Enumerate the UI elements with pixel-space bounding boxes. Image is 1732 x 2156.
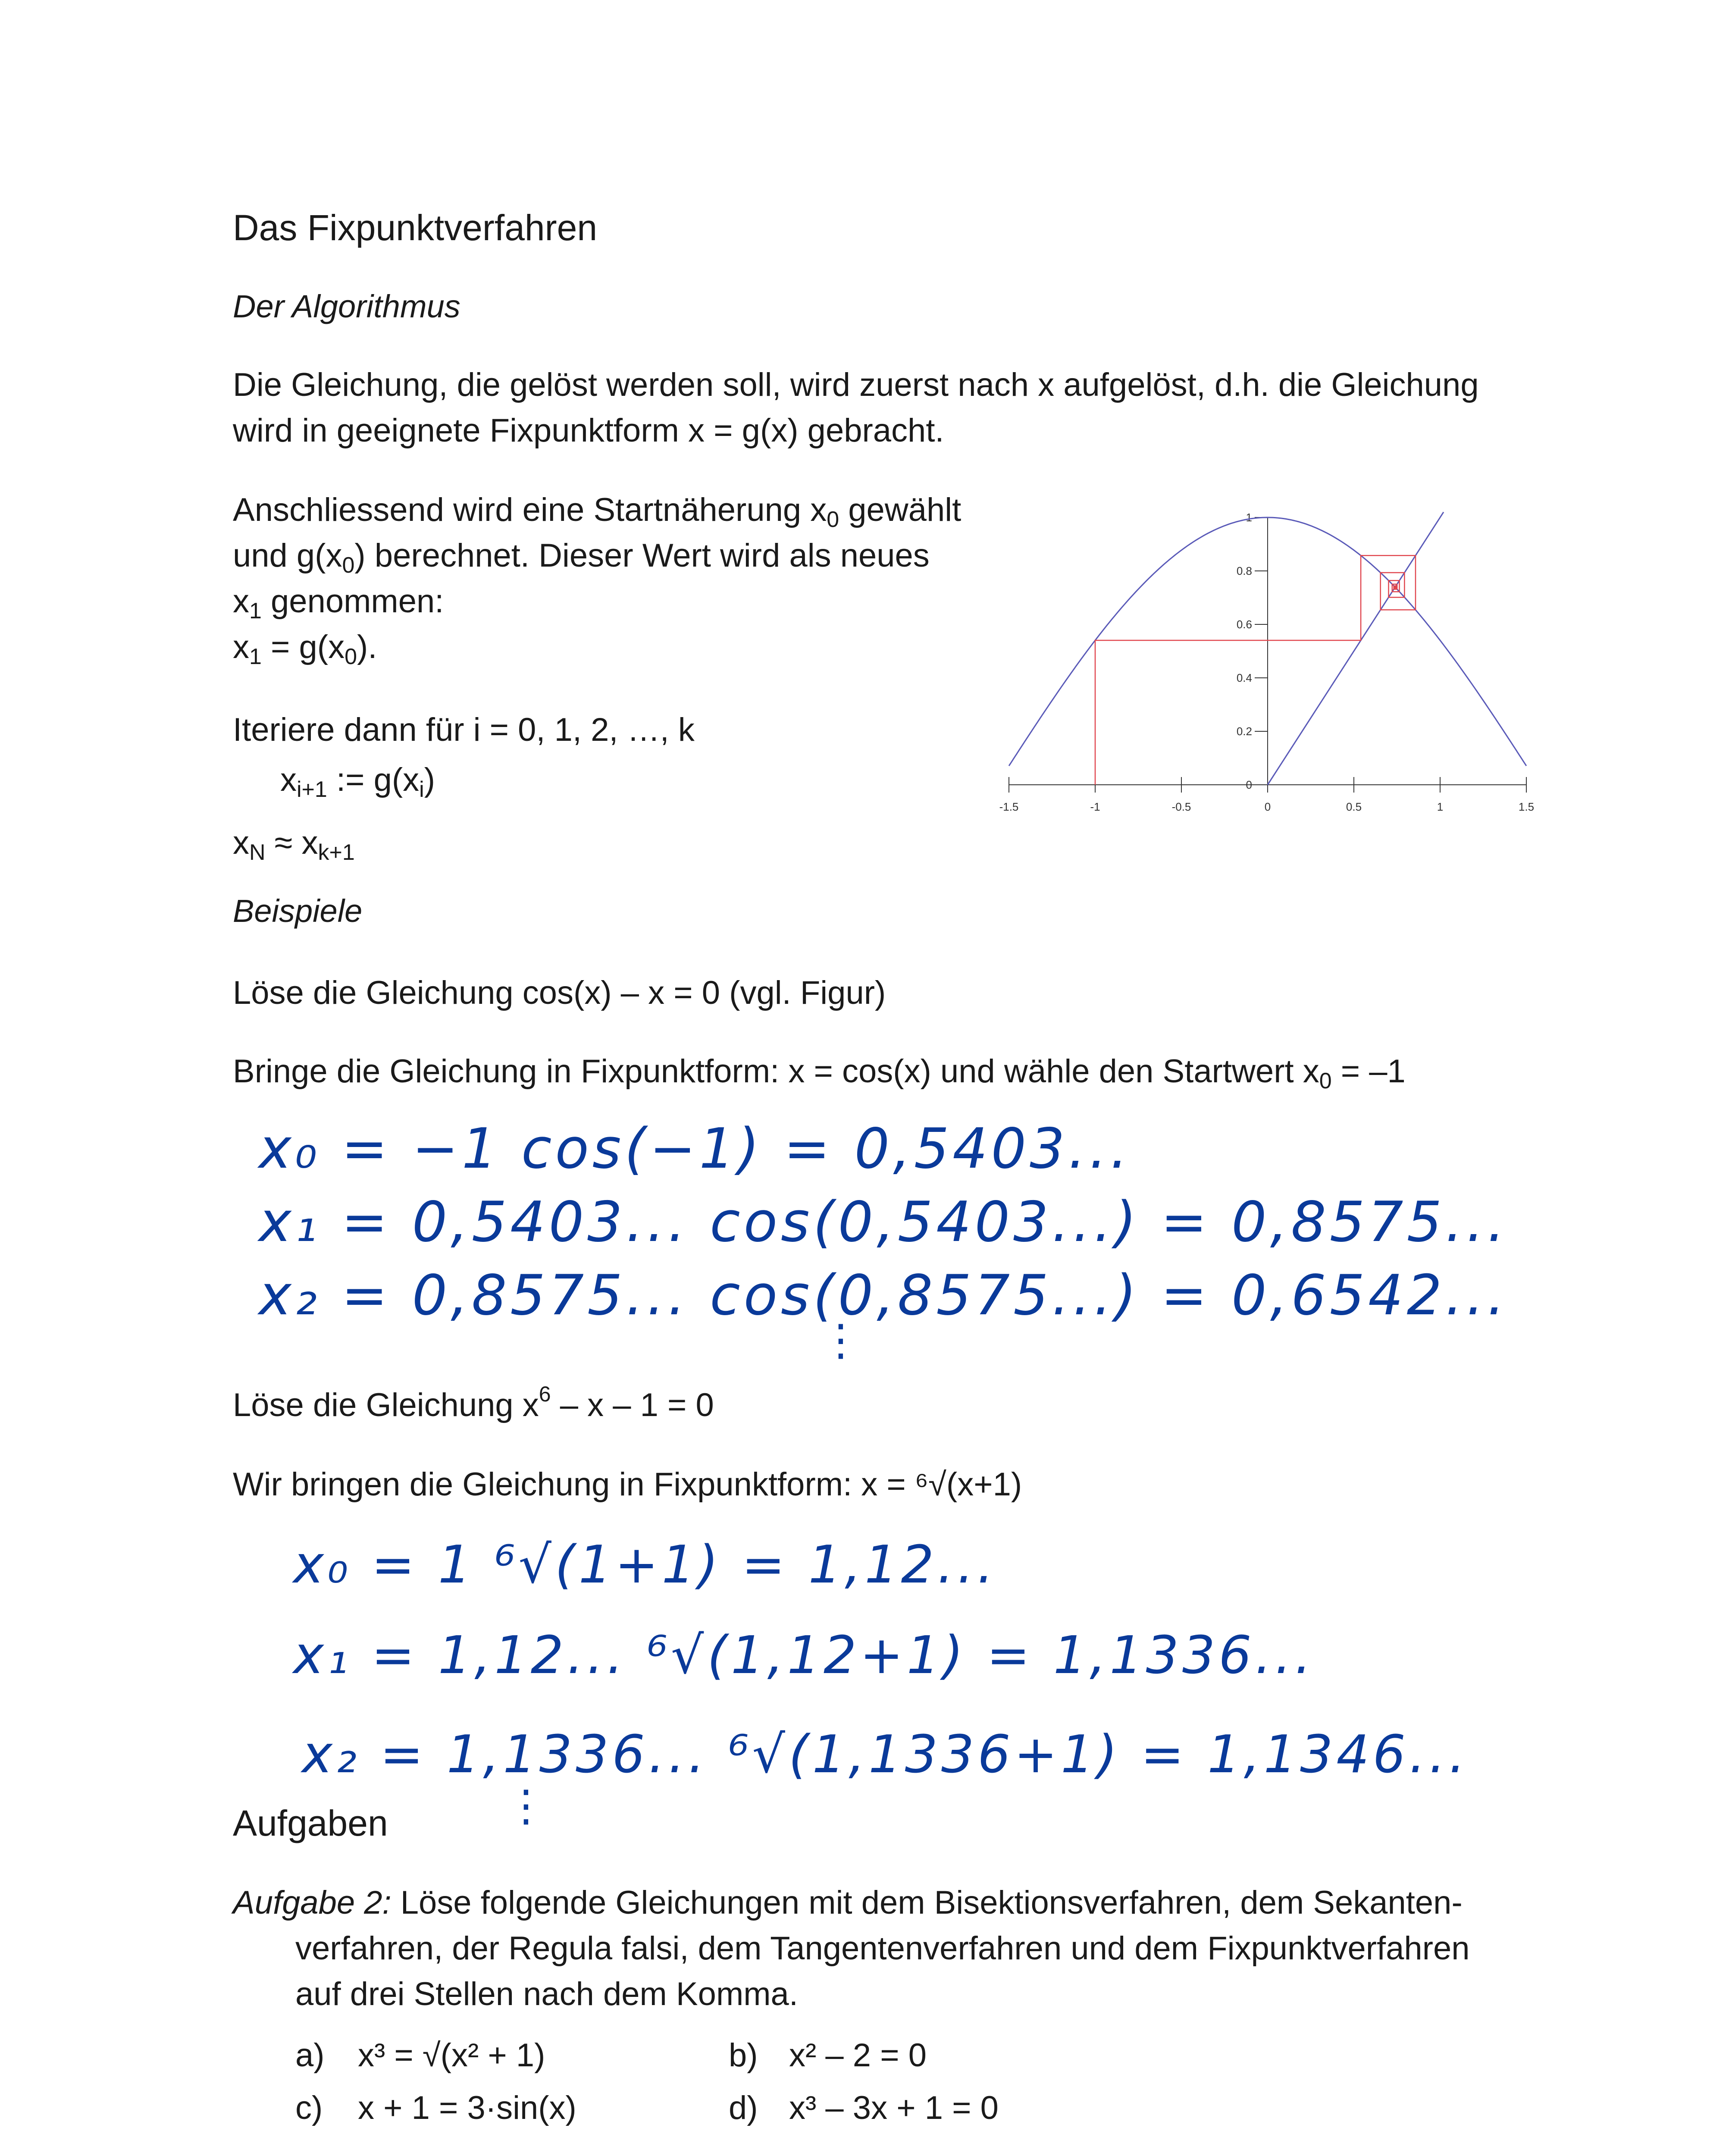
task-2-a-expr: x³ = √(x² + 1) [358, 2037, 545, 2074]
section-title: Das Fixpunktverfahren [233, 207, 598, 248]
task-2-c-expr: x + 1 = 3·sin(x) [358, 2090, 576, 2126]
example-2-fixpoint-form: Wir bringen die Gleichung in Fixpunktform: x = ⁶√(x+1) [233, 1466, 1022, 1503]
task-2-c-label: c) [295, 2090, 323, 2126]
task-2-b-label: b) [729, 2037, 758, 2074]
y-tick-label: 0.8 [1236, 564, 1252, 577]
tasks-heading: Aufgaben [233, 1803, 388, 1843]
step-line-3: $x_1$ genommen: [233, 583, 444, 624]
iterate-line: Iteriere dann für i = 0, 1, 2, …, k [233, 711, 695, 748]
task-2-a-label: a) [295, 2037, 325, 2074]
x-tick-label: 1.5 [1518, 800, 1535, 813]
examples-heading: Beispiele [233, 893, 363, 929]
example-1-fixpoint-form: Bringe die Gleichung in Fixpunktform: x = cos(x) und wähle den Startwert $x_0 = -1$ [233, 1053, 1406, 1094]
y-tick-label: 1 [1246, 511, 1252, 524]
example-2-task: Löse die Gleichung $x^6 - x - 1 = 0$ [233, 1382, 714, 1423]
task-2-line-2: verfahren, der Regula falsi, dem Tangentenverfahren und dem Fixpunktverfahren [295, 1930, 1470, 1967]
cobweb-path [1095, 555, 1416, 785]
step-line-4: $x_1 = g(x_0)$. [233, 629, 377, 669]
handwriting-ex1-line-3: x₂ = 0,8575... cos(0,8575...) = 0,6542... [259, 1263, 1509, 1328]
x-tick-label: 1 [1437, 800, 1444, 813]
x-tick-label: 0 [1264, 800, 1271, 813]
example-1-task: Löse die Gleichung cos(x) – x = 0 (vgl. Figur) [233, 975, 886, 1011]
handwriting-ex2-dots: ⋮ [504, 1780, 548, 1831]
x-tick-label: -1.5 [999, 800, 1019, 813]
x-tick-label: -0.5 [1171, 800, 1191, 813]
x-tick-label: -1 [1090, 800, 1100, 813]
handwriting-ex2-line-1: x₀ = 1 ⁶√(1+1) = 1,12... [293, 1535, 997, 1595]
iterate-formula: $x_{i+1}$ := $g(x_i)$ [280, 761, 435, 802]
identity-line [1268, 512, 1444, 785]
x-tick-label: 0.5 [1346, 800, 1362, 813]
task-2-line-1: Aufgabe 2: Löse folgende Gleichungen mit dem Bisektionsverfahren, dem Sekanten- [233, 1884, 1463, 1921]
intro-line-1: Die Gleichung, die gelöst werden soll, wird zuerst nach x aufgelöst, d.h. die Gleichung [233, 367, 1479, 403]
task-2-line-3: auf drei Stellen nach dem Komma. [295, 1976, 798, 2012]
approx-line: $x_N \approx x_{k+1}$ [233, 824, 355, 865]
handwriting-ex2-line-3: x₂ = 1,1336... ⁶√(1,1336+1) = 1,1346... [302, 1725, 1469, 1785]
step-line-1: Anschliessend wird eine Startnäherung $x_0$ gewählt [233, 492, 962, 532]
handwriting-ex1-line-1: x₀ = −1 cos(−1) = 0,5403... [259, 1117, 1131, 1181]
y-tick-label: 0 [1246, 778, 1252, 791]
intro-line-2: wird in geeignete Fixpunktform x = g(x) gebracht. [233, 412, 944, 449]
task-2-d-expr: x³ – 3x + 1 = 0 [789, 2090, 999, 2126]
task-2-d-label: d) [729, 2090, 758, 2126]
handwriting-ex1-dots: ⋮ [819, 1315, 862, 1365]
handwriting-ex1-line-2: x₁ = 0,5403... cos(0,5403...) = 0,8575... [259, 1190, 1509, 1254]
y-tick-label: 0.6 [1236, 618, 1252, 631]
step-line-2: und $g(x_0)$ berechnet. Dieser Wert wird als neues [233, 537, 930, 578]
fixpoint-chart [966, 500, 1569, 837]
algorithm-heading: Der Algorithmus [233, 288, 460, 324]
y-tick-label: 0.4 [1236, 671, 1252, 684]
y-tick-label: 0.2 [1236, 725, 1252, 738]
handwriting-ex2-line-2: x₁ = 1,12... ⁶√(1,12+1) = 1,1336... [293, 1626, 1315, 1686]
task-2-b-expr: x² – 2 = 0 [789, 2037, 927, 2074]
